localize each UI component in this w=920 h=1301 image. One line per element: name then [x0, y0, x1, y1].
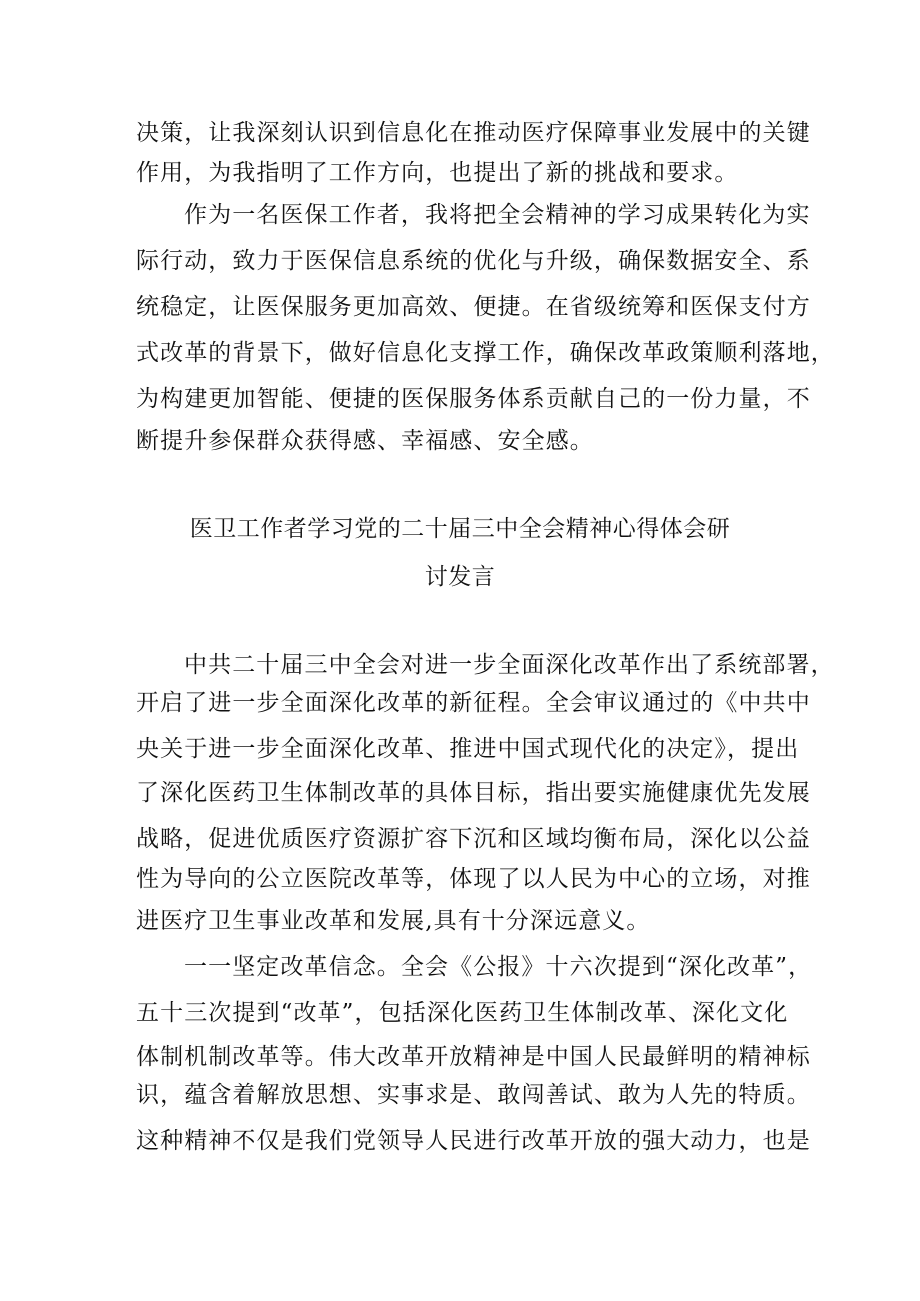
- body-text-line: 际行动，致力于医保信息系统的优化与升级，确保数据安全、系: [136, 248, 811, 274]
- body-text-line: 断提升参保群众获得感、幸福感、安全感。: [136, 428, 594, 454]
- section-title: 医卫工作者学习党的二十届三中全会精神心得体会研: [189, 516, 731, 542]
- section-title: 讨发言: [424, 564, 496, 590]
- body-text-line: 式改革的背景下，做好信息化支撑工作，确保改革政策顺利落地，: [136, 340, 835, 366]
- body-text-line: 统稳定，让医保服务更加高效、便捷。在省级统筹和医保支付方: [136, 294, 811, 320]
- body-text-line: 为构建更加智能、便捷的医保服务体系贡献自己的一份力量，不: [136, 386, 811, 412]
- body-text-line: 识，蕴含着解放思想、实事求是、敢闯善试、敢为人先的特质。: [136, 1082, 811, 1108]
- body-text-line: 了深化医药卫生体制改革的具体目标，指出要实施健康优先发展: [136, 780, 811, 806]
- body-text-line: 开启了进一步全面深化改革的新征程。全会审议通过的《中共中: [136, 690, 811, 716]
- body-text-line: 五十三次提到“改革”，包括深化医药卫生体制改革、深化文化: [136, 1000, 789, 1026]
- body-text-line: 一一坚定改革信念。全会《公报》十六次提到“深化改革”，: [184, 954, 813, 980]
- body-text-line: 进医疗卫生事业改革和发展,具有十分深远意义。: [136, 908, 651, 934]
- body-text-line: 性为导向的公立医院改革等，体现了以人民为中心的立场，对推: [136, 866, 811, 892]
- body-text-line: 作用，为我指明了工作方向，也提出了新的挑战和要求。: [136, 160, 739, 186]
- body-text-line: 中共二十届三中全会对进一步全面深化改革作出了系统部署，: [184, 652, 835, 678]
- body-text-line: 决策，让我深刻认识到信息化在推动医疗保障事业发展中的关键: [136, 120, 811, 146]
- body-text-line: 央关于进一步全面深化改革、推进中国式现代化的决定》，提出: [136, 736, 800, 762]
- body-text-line: 战略，促进优质医疗资源扩容下沉和区域均衡布局，深化以公益: [136, 826, 811, 852]
- body-text-line: 体制机制改革等。伟大改革开放精神是中国人民最鲜明的精神标: [136, 1044, 811, 1070]
- body-text-line: 作为一名医保工作者，我将把全会精神的学习成果转化为实: [184, 202, 811, 228]
- body-text-line: 这种精神不仅是我们党领导人民进行改革开放的强大动力，也是: [136, 1128, 811, 1154]
